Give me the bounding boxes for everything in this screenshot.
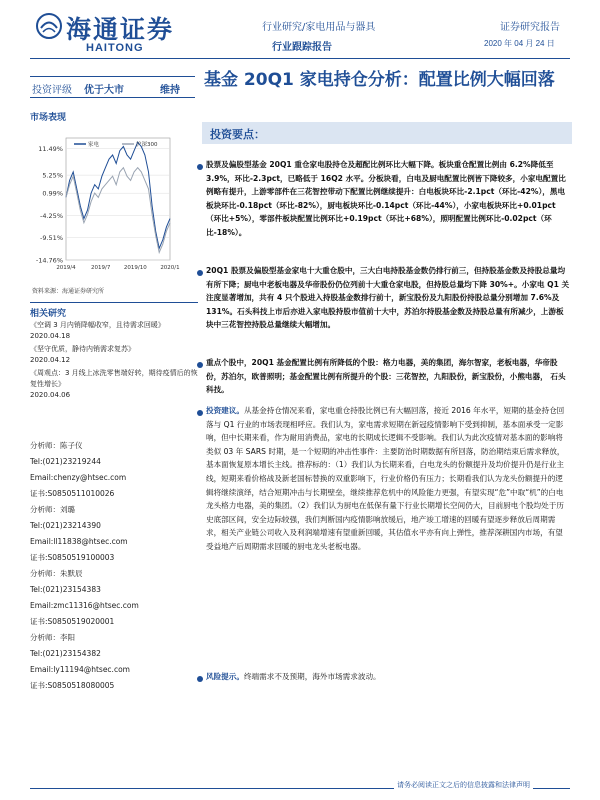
- analyst-email[interactable]: Email:zmc11316@htsec.com: [30, 601, 139, 610]
- recommendation-label: 投资建议。: [206, 406, 244, 415]
- section-divider: [30, 302, 198, 303]
- related-item[interactable]: [30, 368, 198, 401]
- logo-mark-icon: [36, 13, 62, 39]
- analyst-tel: Tel:(021)23214390: [30, 521, 101, 530]
- analyst-email[interactable]: Email:ly11194@htsec.com: [30, 665, 130, 674]
- report-date: 2020 年 04 月 24 日: [484, 39, 555, 48]
- related-item-date: 2020.04.06: [30, 391, 71, 399]
- bullet-icon: [197, 362, 203, 368]
- analyst-block: [30, 566, 139, 630]
- chart-y-tick: 11.49%: [38, 145, 63, 154]
- related-item-text[interactable]: 《坚守优质，静待内销需求复苏》: [30, 345, 135, 353]
- investment-rating: [30, 76, 195, 98]
- report-title: 基金 20Q1 家电持仓分析：配置比例大幅回落: [204, 70, 555, 90]
- paragraph-top-holdings: 20Q1 股票及偏股型基金家电十大重仓股中，三大白电持股基金数仍排行前三，但持股基金数及持股总量均有所下降；厨电中老板电器及华帝股份仍位列前十大重仓家电股，但持股总量均下降 30%+。小家电 Q1 关注度显著增加，共有 4 只个股进入持股基金数排行前十，新宝股份及九阳股份持股总量分别增加 7.6%及 131%。石头科技上市后亦进入家电股持股市值前十大中，苏泊尔持股基金数及持股总量有所减少，上游板块中三花智控持股总量继续大幅增加。: [206, 266, 570, 330]
- key-points-label: 投资要点：: [210, 128, 265, 141]
- analyst-name: 分析师：朱默辰: [30, 569, 83, 578]
- bullet-icon: [197, 676, 203, 682]
- report-type: 证券研究报告: [500, 22, 560, 33]
- bullet-icon: [197, 410, 203, 416]
- analyst-cert: 证书:S0850518080005: [30, 681, 115, 690]
- chart-y-tick: 0.99%: [42, 189, 63, 198]
- rating-value: 优于大市: [84, 85, 124, 96]
- related-item-date: 2020.04.18: [30, 332, 71, 340]
- analyst-tel: Tel:(021)23154382: [30, 649, 101, 658]
- related-item-date: 2020.04.12: [30, 356, 71, 364]
- analyst-name: 分析师：陈子仪: [30, 441, 83, 450]
- logo-text-en: HAITONG: [86, 42, 144, 54]
- chart-source: 资料来源：海通证券研究所: [32, 288, 105, 295]
- chart-x-tick: 2019/7: [90, 265, 111, 271]
- related-research-title: 相关研究: [30, 309, 67, 319]
- header-divider: [30, 58, 570, 59]
- risk-label: 风险提示。: [206, 672, 244, 681]
- analyst-name: 分析师：刘璐: [30, 505, 75, 514]
- recommendation-text: 从基金持仓情况来看，家电重仓持股比例已有大幅回落，接近 2016 年水平，短期的基金持仓回落与 Q1 行业的市场表现相呼应。我们认为，家电需求短期在新冠疫情影响下受到抑制，基本面承受一定影响，但中长期来看，作为耐用消费品，家电的长期成长逻辑不受影响。我们认为此次疫情对基本面的影响将类似 03 年 SARS 时期，是一个短期的冲击性事件：主要防治时期数据有所回落，防治期结束后需求释放，基本面恢复原本增长主线。推荐标的：（1）我们认为长期来看，白电龙头的份额提升及均价提升仍是行业主线，短期来看价格战及新老国标替换的双重影响下，行业价格仍有压力；长期看我们认为龙头份额提升的逻辑将继续演绎，结合短期冲击与长期壁垒，继续推荐危机中的风险能力更强，有望实现“危”中取“机”的白电龙头格力电器，美的集团。（2）我们认为厨电在低保有量下行业长期增长空间仍大，目前厨电个股均处于历史底部区间，安全边际较强，我们判断国内疫情影响放缓后，地产竣工增速的回暖有望逐步释放后周期需求，相关产业链公司收入及利润端增速有望重新回暖，其估值水平亦有向上弹性，推荐深耕国内市场，有望受益地产后周期需求回暖的厨电龙头老板电器。: [206, 406, 565, 551]
- chart-y-tick: -4.25%: [40, 211, 63, 220]
- analyst-name: 分析师：李阳: [30, 633, 75, 642]
- analyst-email[interactable]: Email:chenzy@htsec.com: [30, 473, 127, 482]
- rating-action: 维持: [160, 85, 180, 96]
- chart-y-tick: -9.51%: [40, 234, 63, 243]
- chart-x-tick: 2019/10: [123, 265, 147, 271]
- rating-label: 投资评级: [32, 85, 72, 96]
- report-category: 行业研究/家电用品与器具: [262, 22, 376, 33]
- analyst-tel: Tel:(021)23219244: [30, 457, 101, 466]
- report-subcategory: 行业跟踪报告: [272, 42, 332, 53]
- risk-text: 终端需求不及预期，海外市场需求波动。: [243, 672, 381, 681]
- bullet-icon: [197, 270, 203, 276]
- chart-x-tick: 2020/1: [160, 265, 180, 271]
- chart-series-line: [66, 142, 170, 248]
- bullet-icon: [197, 164, 203, 170]
- chart-legend-label: 家电: [88, 142, 100, 148]
- chart-legend-label: 沪深300: [136, 142, 158, 148]
- analyst-cert: 证书:S0850511010026: [30, 489, 115, 498]
- analyst-block: [30, 630, 130, 694]
- analyst-tel: Tel:(021)23154383: [30, 585, 101, 594]
- analyst-block: [30, 438, 126, 502]
- chart-x-tick: 2019/4: [56, 265, 76, 271]
- paragraph-recommendation: [206, 404, 570, 554]
- analyst-cert: 证书:S0850519100003: [30, 553, 115, 562]
- chart-y-tick: 5.25%: [42, 171, 63, 180]
- paragraph-risk: [206, 670, 570, 684]
- paragraph-holdings: 股票及偏股型基金 20Q1 重仓家电股持仓及超配比例环比大幅下降。板块重仓配置比例由 6.2%降低至 3.9%，环比-2.3pct，已略低于 16Q2 水平。分板块看，白电及厨电配置比例皆下降较多，小家电配置比例略有提升，上游零部件在三花智控带动下配置比例继续提升：白电板块环比-2.1pct（环比-42%），黑电板块环比-0.18pct（环比-82%），厨电板块环比-0.14pct（环比-44%），小家电板块环比+0.01pct（环比+5%），零部件板块配置比例环比+0.19pct（环比+68%），照明配置比例环比-0.02pct（环比-18%）。: [206, 160, 566, 237]
- analyst-email[interactable]: Email:ll11838@htsec.com: [30, 537, 128, 546]
- related-item[interactable]: [30, 320, 198, 342]
- paragraph-key-stocks: 重点个股中，20Q1 基金配置比例有所降低的个股：格力电器，美的集团，海尔智家，老板电器，华帝股份，苏泊尔，欧普照明；基金配置比例有所提升的个股：三花智控，九阳股份，新宝股份，小熊电器， 石头科技。: [206, 358, 566, 395]
- related-item[interactable]: [30, 344, 198, 366]
- market-performance-title: 市场表现: [30, 113, 67, 123]
- market-performance-chart: [30, 128, 200, 276]
- logo-text-cn: 海通证券: [66, 15, 175, 44]
- related-item-text[interactable]: 《周观点：3 月线上冰洗零售端好转，期待疫情后的恢复性增长》: [30, 369, 198, 388]
- related-item-text[interactable]: 《空调 3 月内销降幅收窄，且待需求回暖》: [30, 321, 165, 329]
- analyst-cert: 证书:S0850519020001: [30, 617, 115, 626]
- footer-disclaimer[interactable]: 请务必阅读正文之后的信息披露和法律声明: [394, 780, 533, 790]
- chart-y-tick: -14.76%: [35, 256, 63, 265]
- analyst-block: [30, 502, 128, 566]
